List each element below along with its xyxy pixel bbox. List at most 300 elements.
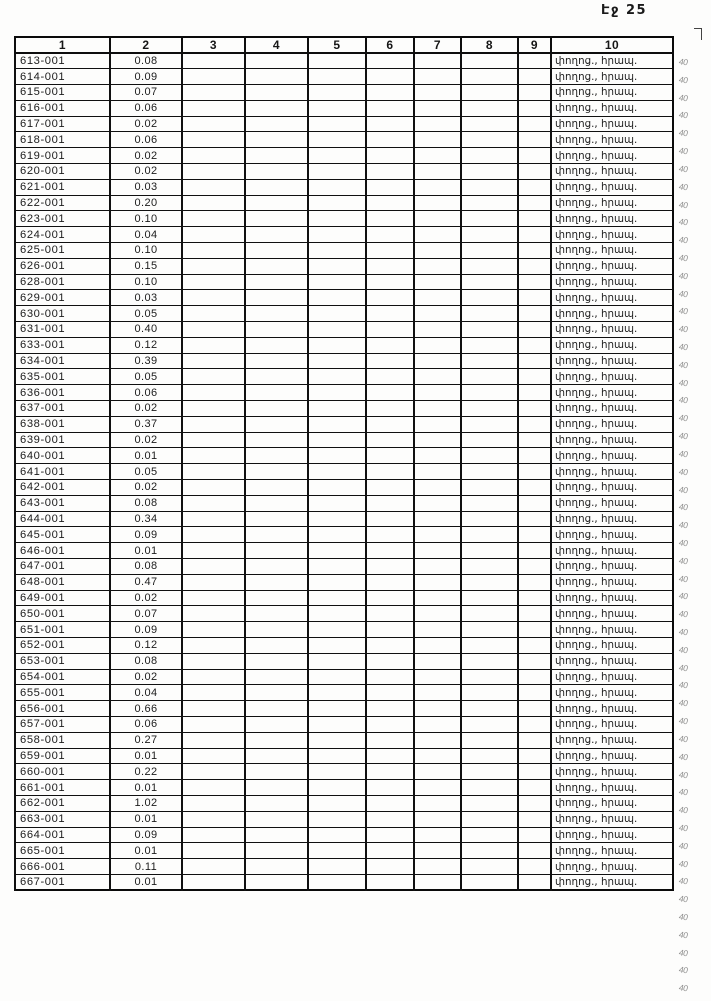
empty-cell [366, 401, 414, 417]
empty-cell [245, 148, 308, 164]
cell-usage-note: փողոց., հրապ. [551, 874, 673, 890]
empty-cell [518, 701, 551, 717]
cell-parcel-id: 647-001 [15, 559, 110, 575]
cell-usage-note: փողոց., հրապ. [551, 716, 673, 732]
empty-cell [245, 764, 308, 780]
cell-parcel-id: 656-001 [15, 701, 110, 717]
table-row [15, 132, 673, 148]
empty-cell [366, 874, 414, 890]
cell-usage-note: փողոց., հրապ. [551, 432, 673, 448]
empty-cell [308, 132, 366, 148]
empty-cell [518, 859, 551, 875]
empty-cell [308, 653, 366, 669]
table-row [15, 243, 673, 259]
empty-cell [308, 448, 366, 464]
cell-area-value: 0.05 [110, 464, 182, 480]
empty-cell [518, 116, 551, 132]
empty-cell [245, 511, 308, 527]
empty-cell [245, 243, 308, 259]
cell-area-value: 0.20 [110, 195, 182, 211]
empty-cell [461, 543, 518, 559]
empty-cell [245, 527, 308, 543]
empty-cell [518, 179, 551, 195]
cell-parcel-id: 618-001 [15, 132, 110, 148]
empty-cell [461, 132, 518, 148]
cell-area-value: 0.01 [110, 811, 182, 827]
cell-area-value: 0.47 [110, 574, 182, 590]
empty-cell [518, 132, 551, 148]
empty-cell [245, 732, 308, 748]
empty-cell [308, 559, 366, 575]
margin-mark: 40 [677, 465, 689, 477]
empty-cell [182, 179, 245, 195]
empty-cell [414, 274, 461, 290]
empty-cell [182, 385, 245, 401]
empty-cell [308, 732, 366, 748]
cell-area-value: 0.02 [110, 164, 182, 180]
empty-cell [414, 337, 461, 353]
empty-cell [308, 606, 366, 622]
table-row [15, 322, 673, 338]
empty-cell [414, 669, 461, 685]
empty-cell [308, 148, 366, 164]
empty-cell [308, 780, 366, 796]
column-header: 4 [245, 37, 308, 53]
margin-mark: 40 [677, 875, 689, 887]
cell-area-value: 0.09 [110, 527, 182, 543]
empty-cell [245, 85, 308, 101]
empty-cell [366, 811, 414, 827]
table-row [15, 827, 673, 843]
cell-area-value: 0.12 [110, 637, 182, 653]
empty-cell [414, 100, 461, 116]
margin-mark: 40 [677, 323, 689, 335]
empty-cell [245, 401, 308, 417]
table-row [15, 69, 673, 85]
empty-cell [182, 148, 245, 164]
empty-cell [518, 606, 551, 622]
cell-area-value: 0.08 [110, 53, 182, 69]
empty-cell [461, 322, 518, 338]
empty-cell [461, 685, 518, 701]
table-row [15, 637, 673, 653]
empty-cell [182, 448, 245, 464]
column-header: 9 [518, 37, 551, 53]
empty-cell [245, 100, 308, 116]
cell-parcel-id: 653-001 [15, 653, 110, 669]
cell-area-value: 0.10 [110, 211, 182, 227]
empty-cell [461, 227, 518, 243]
cell-area-value: 1.02 [110, 795, 182, 811]
cell-parcel-id: 639-001 [15, 432, 110, 448]
cell-parcel-id: 630-001 [15, 306, 110, 322]
margin-mark: 40 [677, 572, 689, 584]
margin-mark: 40 [677, 644, 689, 655]
empty-cell [308, 811, 366, 827]
empty-cell [461, 148, 518, 164]
margin-mark: 40 [677, 697, 689, 709]
empty-cell [518, 274, 551, 290]
cell-parcel-id: 665-001 [15, 843, 110, 859]
cell-parcel-id: 661-001 [15, 780, 110, 796]
margin-mark: 40 [677, 982, 689, 994]
cell-usage-note: փողոց., հրապ. [551, 69, 673, 85]
table-row [15, 511, 673, 527]
empty-cell [308, 716, 366, 732]
margin-mark: 40 [677, 56, 689, 68]
empty-cell [245, 716, 308, 732]
empty-cell [414, 701, 461, 717]
table-row [15, 748, 673, 764]
margin-mark: 40 [677, 270, 689, 281]
empty-cell [461, 606, 518, 622]
cell-usage-note: փողոց., հրապ. [551, 385, 673, 401]
cell-usage-note: փողոց., հրապ. [551, 195, 673, 211]
empty-cell [308, 827, 366, 843]
column-header: 8 [461, 37, 518, 53]
margin-mark: 40 [677, 127, 689, 139]
empty-cell [182, 227, 245, 243]
empty-cell [414, 795, 461, 811]
cell-usage-note: փողոց., հրապ. [551, 495, 673, 511]
empty-cell [366, 622, 414, 638]
empty-cell [308, 480, 366, 496]
empty-cell [414, 653, 461, 669]
table-row [15, 685, 673, 701]
empty-cell [182, 416, 245, 432]
empty-cell [308, 574, 366, 590]
cell-area-value: 0.03 [110, 179, 182, 195]
cell-area-value: 0.40 [110, 322, 182, 338]
empty-cell [414, 116, 461, 132]
empty-cell [182, 401, 245, 417]
empty-cell [245, 164, 308, 180]
table-row [15, 85, 673, 101]
cell-area-value: 0.01 [110, 448, 182, 464]
margin-mark: 40 [677, 804, 689, 816]
table-row [15, 353, 673, 369]
empty-cell [366, 637, 414, 653]
margin-mark: 40 [677, 394, 689, 406]
cell-usage-note: փողոց., հրապ. [551, 448, 673, 464]
empty-cell [414, 290, 461, 306]
cell-parcel-id: 651-001 [15, 622, 110, 638]
empty-cell [414, 559, 461, 575]
cell-parcel-id: 635-001 [15, 369, 110, 385]
table-row [15, 590, 673, 606]
empty-cell [461, 53, 518, 69]
empty-cell [366, 179, 414, 195]
empty-cell [461, 211, 518, 227]
empty-cell [461, 637, 518, 653]
cell-parcel-id: 646-001 [15, 543, 110, 559]
empty-cell [414, 495, 461, 511]
empty-cell [366, 606, 414, 622]
margin-mark: 40 [677, 109, 689, 121]
empty-cell [414, 811, 461, 827]
cell-parcel-id: 623-001 [15, 211, 110, 227]
empty-cell [414, 353, 461, 369]
cell-parcel-id: 629-001 [15, 290, 110, 306]
empty-cell [245, 322, 308, 338]
empty-cell [414, 843, 461, 859]
column-header: 2 [110, 37, 182, 53]
cell-usage-note: փողոց., հրապ. [551, 811, 673, 827]
empty-cell [308, 306, 366, 322]
cell-usage-note: փողոց., հրապ. [551, 574, 673, 590]
empty-cell [366, 132, 414, 148]
table-row [15, 811, 673, 827]
cell-parcel-id: 625-001 [15, 243, 110, 259]
empty-cell [366, 53, 414, 69]
empty-cell [414, 527, 461, 543]
empty-cell [245, 843, 308, 859]
empty-cell [182, 622, 245, 638]
empty-cell [518, 716, 551, 732]
empty-cell [518, 164, 551, 180]
table-row [15, 416, 673, 432]
empty-cell [414, 85, 461, 101]
cell-area-value: 0.06 [110, 385, 182, 401]
empty-cell [182, 353, 245, 369]
empty-cell [366, 116, 414, 132]
margin-mark: 40 [677, 555, 689, 566]
margin-mark: 40 [677, 661, 689, 673]
cell-parcel-id: 634-001 [15, 353, 110, 369]
cell-usage-note: փողոց., հրապ. [551, 353, 673, 369]
table-row [15, 859, 673, 875]
cell-usage-note: փողոց., հրապ. [551, 148, 673, 164]
cell-usage-note: փողոց., հրապ. [551, 100, 673, 116]
empty-cell [308, 116, 366, 132]
cell-usage-note: փողոց., հրապ. [551, 622, 673, 638]
empty-cell [366, 527, 414, 543]
empty-cell [518, 811, 551, 827]
empty-cell [461, 369, 518, 385]
empty-cell [245, 258, 308, 274]
cell-area-value: 0.09 [110, 622, 182, 638]
empty-cell [245, 780, 308, 796]
empty-cell [308, 401, 366, 417]
cell-area-value: 0.01 [110, 780, 182, 796]
cell-area-value: 0.08 [110, 495, 182, 511]
empty-cell [461, 748, 518, 764]
cell-parcel-id: 631-001 [15, 322, 110, 338]
empty-cell [518, 764, 551, 780]
margin-mark: 40 [677, 430, 689, 442]
column-header: 6 [366, 37, 414, 53]
empty-cell [182, 574, 245, 590]
empty-cell [308, 764, 366, 780]
table-row [15, 495, 673, 511]
empty-cell [461, 827, 518, 843]
empty-cell [461, 448, 518, 464]
cell-usage-note: փողոց., հրապ. [551, 227, 673, 243]
table-row [15, 290, 673, 306]
empty-cell [461, 432, 518, 448]
margin-mark: 40 [677, 145, 689, 157]
cell-parcel-id: 633-001 [15, 337, 110, 353]
empty-cell [518, 85, 551, 101]
cell-usage-note: փողոց., հրապ. [551, 132, 673, 148]
empty-cell [245, 195, 308, 211]
empty-cell [308, 843, 366, 859]
cell-area-value: 0.27 [110, 732, 182, 748]
table-row [15, 795, 673, 811]
cell-area-value: 0.04 [110, 685, 182, 701]
empty-cell [182, 274, 245, 290]
cell-area-value: 0.34 [110, 511, 182, 527]
empty-cell [414, 874, 461, 890]
empty-cell [308, 685, 366, 701]
empty-cell [308, 416, 366, 432]
empty-cell [366, 559, 414, 575]
empty-cell [414, 827, 461, 843]
empty-cell [366, 843, 414, 859]
empty-cell [182, 511, 245, 527]
table-row [15, 195, 673, 211]
cell-area-value: 0.08 [110, 653, 182, 669]
cell-usage-note: փողոց., հրապ. [551, 827, 673, 843]
cell-parcel-id: 649-001 [15, 590, 110, 606]
margin-mark: 40 [677, 234, 689, 246]
empty-cell [366, 306, 414, 322]
empty-cell [245, 874, 308, 890]
margin-mark: 40 [677, 608, 689, 620]
table-row [15, 385, 673, 401]
cell-area-value: 0.02 [110, 590, 182, 606]
column-header: 3 [182, 37, 245, 53]
cell-usage-note: փողոց., հրապ. [551, 243, 673, 259]
cell-area-value: 0.12 [110, 337, 182, 353]
cell-usage-note: փողոց., հրապ. [551, 511, 673, 527]
empty-cell [518, 480, 551, 496]
table-row [15, 274, 673, 290]
empty-cell [366, 369, 414, 385]
empty-cell [461, 716, 518, 732]
cell-area-value: 0.66 [110, 701, 182, 717]
empty-cell [366, 148, 414, 164]
empty-cell [461, 811, 518, 827]
table-row [15, 559, 673, 575]
empty-cell [366, 653, 414, 669]
header-row [15, 37, 673, 53]
cell-area-value: 0.03 [110, 290, 182, 306]
empty-cell [308, 669, 366, 685]
empty-cell [461, 843, 518, 859]
empty-cell [366, 448, 414, 464]
table-row [15, 227, 673, 243]
empty-cell [461, 511, 518, 527]
empty-cell [308, 795, 366, 811]
column-header: 1 [15, 37, 110, 53]
cell-usage-note: փողոց., հրապ. [551, 53, 673, 69]
empty-cell [518, 211, 551, 227]
empty-cell [518, 685, 551, 701]
empty-cell [518, 527, 551, 543]
margin-mark: 40 [677, 448, 689, 460]
empty-cell [518, 622, 551, 638]
cell-parcel-id: 638-001 [15, 416, 110, 432]
empty-cell [518, 574, 551, 590]
cell-parcel-id: 658-001 [15, 732, 110, 748]
empty-cell [461, 527, 518, 543]
cell-parcel-id: 617-001 [15, 116, 110, 132]
empty-cell [308, 243, 366, 259]
empty-cell [461, 495, 518, 511]
empty-cell [182, 701, 245, 717]
empty-cell [414, 195, 461, 211]
empty-cell [518, 432, 551, 448]
empty-cell [245, 574, 308, 590]
empty-cell [182, 527, 245, 543]
margin-mark: 40 [677, 376, 689, 388]
cell-area-value: 0.01 [110, 874, 182, 890]
empty-cell [461, 574, 518, 590]
table-row [15, 432, 673, 448]
margin-mark: 40 [677, 180, 689, 192]
empty-cell [461, 85, 518, 101]
empty-cell [182, 480, 245, 496]
margin-mark: 40 [677, 91, 689, 103]
empty-cell [366, 164, 414, 180]
empty-cell [182, 69, 245, 85]
cell-usage-note: փողոց., հրապ. [551, 685, 673, 701]
empty-cell [182, 559, 245, 575]
cell-usage-note: փողոց., հրապ. [551, 637, 673, 653]
empty-cell [518, 464, 551, 480]
empty-cell [414, 401, 461, 417]
empty-cell [245, 811, 308, 827]
empty-cell [461, 780, 518, 796]
cell-parcel-id: 624-001 [15, 227, 110, 243]
empty-cell [366, 195, 414, 211]
empty-cell [461, 416, 518, 432]
empty-cell [414, 748, 461, 764]
empty-cell [366, 748, 414, 764]
cell-usage-note: փողոց., հրապ. [551, 401, 673, 417]
margin-mark: 40 [677, 287, 689, 299]
cell-parcel-id: 628-001 [15, 274, 110, 290]
empty-cell [308, 179, 366, 195]
empty-cell [245, 306, 308, 322]
empty-cell [308, 322, 366, 338]
cell-parcel-id: 657-001 [15, 716, 110, 732]
empty-cell [182, 85, 245, 101]
empty-cell [366, 416, 414, 432]
cell-parcel-id: 621-001 [15, 179, 110, 195]
empty-cell [366, 480, 414, 496]
empty-cell [414, 243, 461, 259]
empty-cell [366, 669, 414, 685]
table-row [15, 780, 673, 796]
empty-cell [518, 559, 551, 575]
empty-cell [182, 748, 245, 764]
cell-area-value: 0.10 [110, 243, 182, 259]
empty-cell [245, 495, 308, 511]
empty-cell [461, 258, 518, 274]
cell-usage-note: փողոց., հրապ. [551, 164, 673, 180]
empty-cell [518, 322, 551, 338]
margin-mark: 40 [677, 964, 689, 976]
margin-mark: 40 [677, 519, 689, 531]
empty-cell [461, 69, 518, 85]
cell-parcel-id: 640-001 [15, 448, 110, 464]
empty-cell [366, 495, 414, 511]
empty-cell [461, 274, 518, 290]
empty-cell [518, 401, 551, 417]
empty-cell [308, 353, 366, 369]
